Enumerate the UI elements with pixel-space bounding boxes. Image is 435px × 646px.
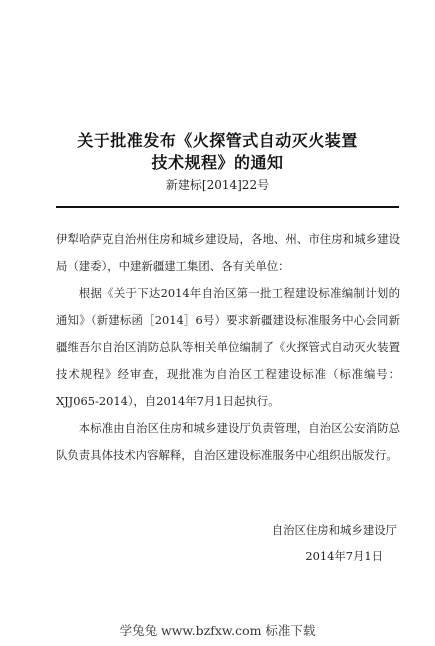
signature-date: 2014年7月1日	[305, 549, 383, 563]
document-number: 新建标[2014]22号	[165, 178, 270, 192]
body-paragraph-2: 本标准由自治区住房和城乡建设厅负责管理，自治区公安消防总队负责具体技术内容解释，自治区建设标准服务中心组织出版发行。	[56, 421, 400, 462]
footer-watermark: 学兔兔 www.bzfxw.com 标准下载	[119, 623, 316, 638]
signature-organization: 自治区住房和城乡建设厅	[271, 523, 397, 537]
body-paragraph-1: 根据《关于下达2014年自治区第一批工程建设标准编制计划的通知》（新建标函［2014］6号）要求新疆建设标准服务中心会同新疆维吾尔自治区消防总队等相关单位编制了《火探管式自动灭火装置技术规程》经审查，现批准为自治区工程建设标准（标准编号：XJJ065-2014），自2014年7月1日起执行。	[56, 286, 400, 408]
header-divider	[56, 206, 399, 208]
recipients-paragraph: 伊犁哈萨克自治州住房和城乡建设局，各地、州、市住房和城乡建设局（建委），中建新疆建工集团、各有关单位：	[56, 232, 400, 273]
document-body	[56, 226, 400, 469]
document-title-line1: 关于批准发布《火探管式自动灭火装置	[77, 131, 358, 150]
document-title-line2: 技术规程》的通知	[151, 153, 284, 172]
